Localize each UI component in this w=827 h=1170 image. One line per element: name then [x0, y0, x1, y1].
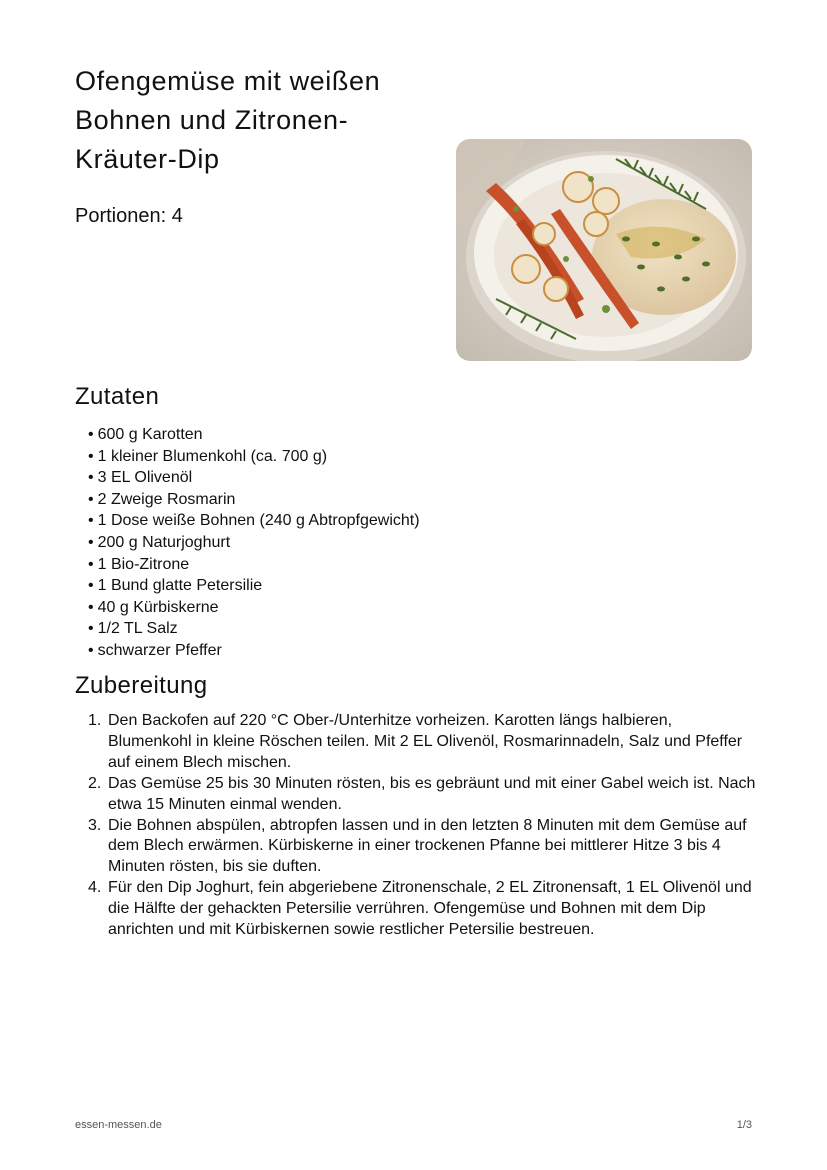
recipe-photo — [456, 139, 752, 361]
ingredient-item: • 200 g Naturjoghurt — [88, 532, 420, 554]
ingredient-item: • 2 Zweige Rosmarin — [88, 489, 420, 511]
ingredient-item: • 1 Dose weiße Bohnen (240 g Abtropfgewicht) — [88, 510, 420, 532]
ingredient-item: • schwarzer Pfeffer — [88, 640, 420, 662]
ingredient-item: • 40 g Kürbiskerne — [88, 597, 420, 619]
preparation-step: Die Bohnen abspülen, abtropfen lassen und in den letzten 8 Minuten mit dem Gemüse auf dem Blech erwärmen. Kürbiskerne in einer trockenen Pfanne bei mittlerer Hitze 3 bis 4 Minuten rösten, bis sie duften. — [108, 816, 747, 876]
portions-label: Portionen: 4 — [75, 205, 183, 227]
preparation-steps — [88, 711, 758, 941]
ingredient-item: • 3 EL Olivenöl — [88, 467, 420, 489]
preparation-step: Das Gemüse 25 bis 30 Minuten rösten, bis es gebräunt und mit einer Gabel weich ist. Nach etwa 15 Minuten einmal wenden. — [108, 774, 756, 813]
ingredient-item: • 1 Bund glatte Petersilie — [88, 575, 420, 597]
ingredient-item: • 600 g Karotten — [88, 424, 420, 446]
footer-page-number: 1/3 — [736, 1119, 752, 1131]
ingredients-heading: Zutaten — [75, 383, 160, 410]
footer-site: essen-messen.de — [75, 1119, 162, 1131]
preparation-step: Den Backofen auf 220 °C Ober-/Unterhitze vorheizen. Karotten längs halbieren, Blumenkohl in kleine Röschen teilen. Mit 2 EL Olivenöl, Rosmarinnadeln, Salz und Pfeffer auf einem Blech mischen. — [108, 712, 743, 771]
ingredient-item: • 1 Bio-Zitrone — [88, 554, 420, 576]
preparation-heading: Zubereitung — [75, 672, 208, 699]
recipe-title: Ofengemüse mit weißen Bohnen und Zitronen-Kräuter-Dip — [75, 66, 381, 174]
ingredient-item: • 1/2 TL Salz — [88, 618, 420, 640]
ingredients-list — [88, 424, 420, 662]
preparation-step: Für den Dip Joghurt, fein abgeriebene Zitronenschale, 2 EL Zitronensaft, 1 EL Olivenöl und die Hälfte der gehackten Petersilie verrühren. Ofengemüse und Bohnen mit dem Dip anrichten und mit Kürbiskernen sowie restlicher Petersilie bestreuen. — [108, 879, 752, 939]
ingredient-item: • 1 kleiner Blumenkohl (ca. 700 g) — [88, 446, 420, 468]
